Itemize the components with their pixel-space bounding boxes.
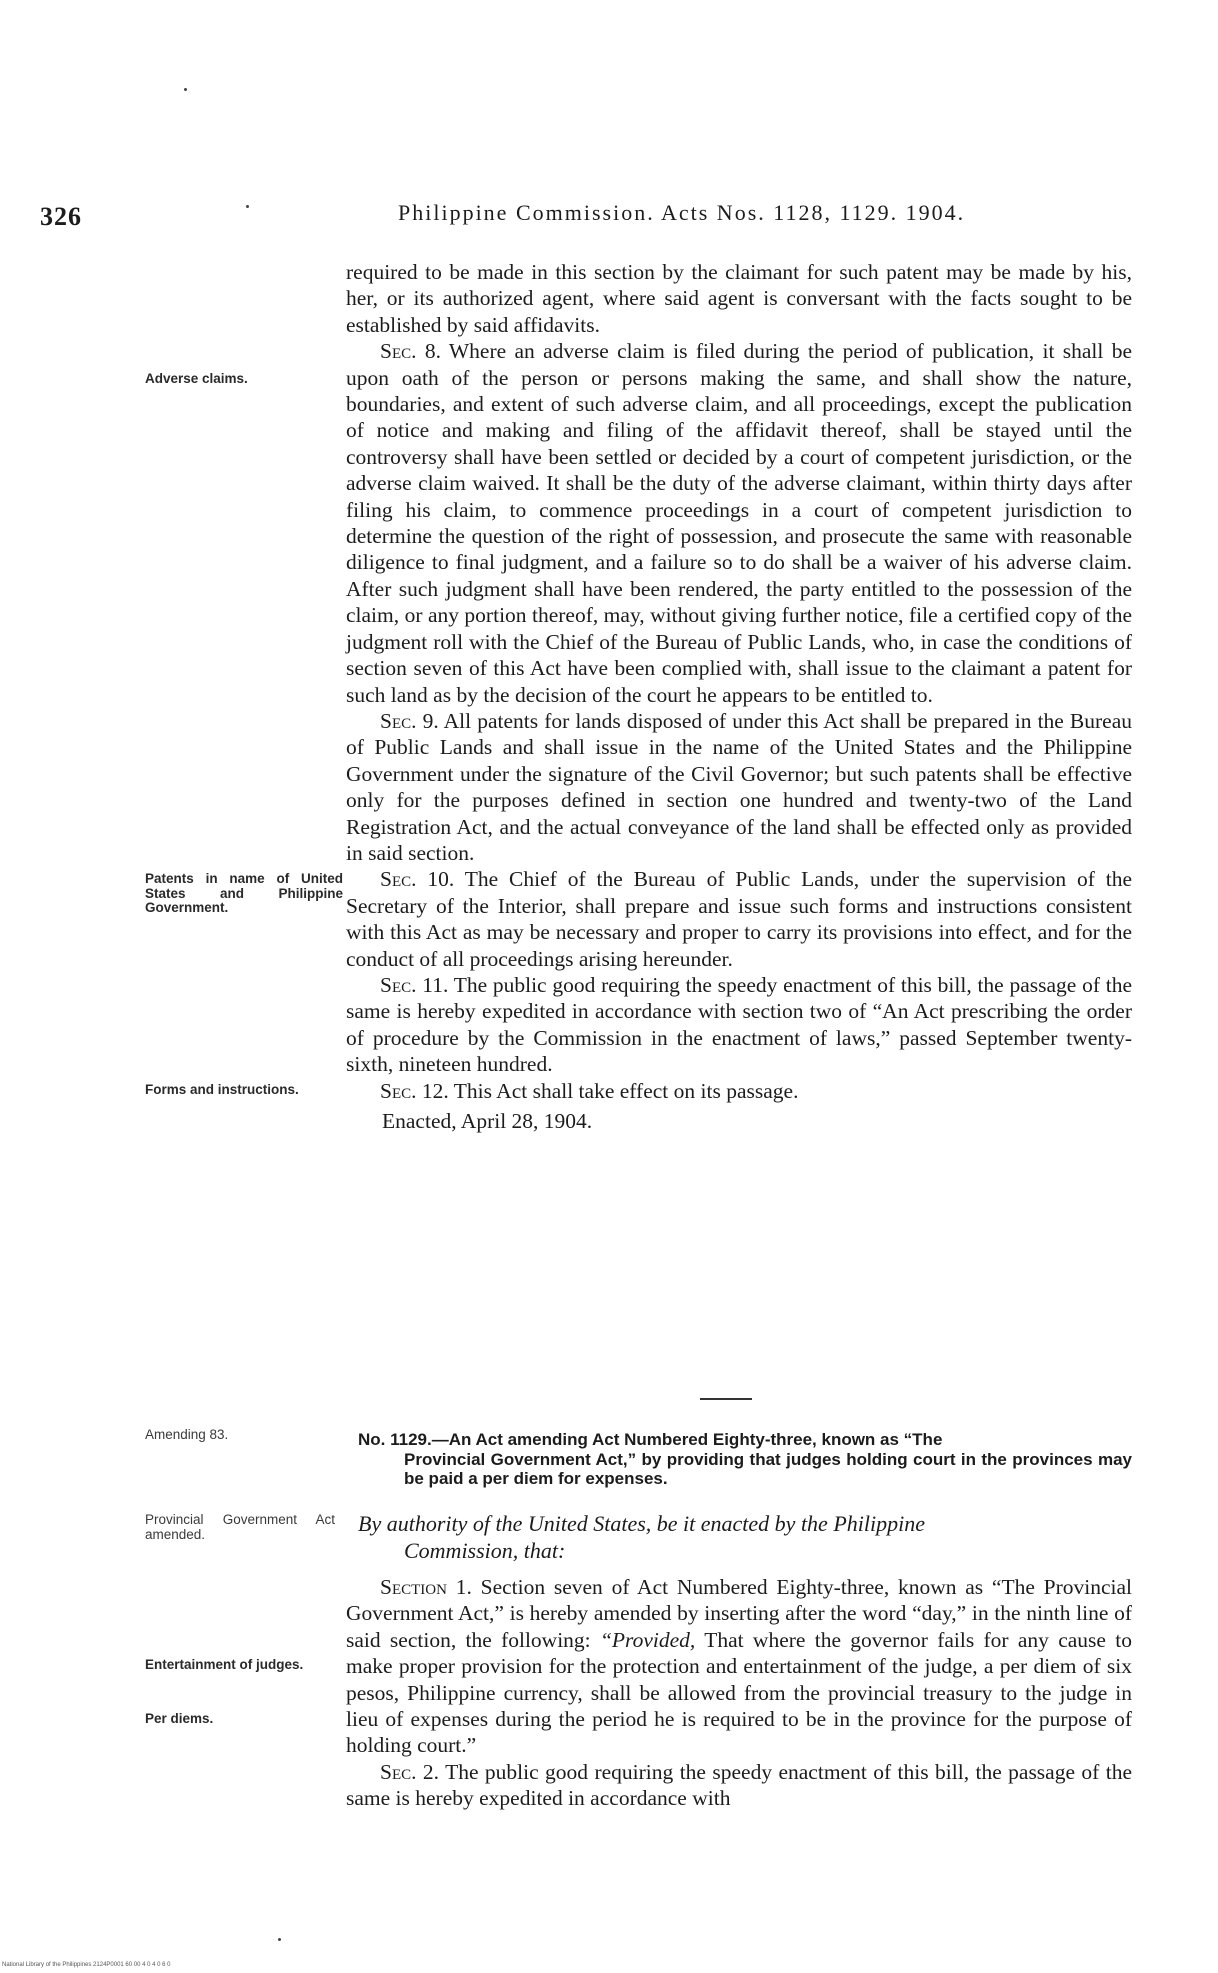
act-1129-title <box>358 1430 1132 1489</box>
section-text: The public good requiring the speedy enactment of this bill, the passage of the same is hereby expedited in accordance with <box>346 1759 1133 1811</box>
enacting-clause-lead: By authority of the United States, be it enacted by the Philippine <box>358 1511 925 1536</box>
act-title-rest: Provincial Government Act,” by providing that judges holding court in the provinces may be paid a per diem for expenses. <box>404 1449 1132 1488</box>
scan-speck <box>278 1938 281 1941</box>
section-12 <box>346 1078 1132 1104</box>
margin-note-forms: Forms and instructions. <box>145 1082 299 1097</box>
section-9 <box>346 708 1132 866</box>
section-10 <box>346 866 1132 972</box>
act-1129-section-1 <box>346 1574 1132 1759</box>
paragraph-continued: required to be made in this section by the claimant for such patent may be made by his, her, or its authorized agent, where said agent is conversant with the facts sought to be established by said affidavits. <box>346 260 1132 337</box>
section-text: This Act shall take effect on its passage. <box>453 1078 799 1103</box>
section-label: Sec. 10. <box>380 867 455 892</box>
section-text: The public good requiring the speedy enactment of this bill, the passage of the same is hereby expedited in accordance with section two of “An Act prescribing the order of procedure by the Commission in the enactment of laws,” passed September twenty-sixth, nineteen hundred. <box>346 972 1132 1077</box>
running-header: Philippine Commission. Acts Nos. 1128, 1129. 1904. <box>398 200 966 225</box>
enacted-date: Enacted, April 28, 1904. <box>382 1109 593 1133</box>
section-label: Sec. 2. <box>380 1759 440 1784</box>
margin-note-patents: Patents in name of United States and Philippine Government. <box>145 871 343 915</box>
provided-clause: “Provided, <box>599 1627 696 1652</box>
section-8 <box>346 338 1132 708</box>
section-text: All patents for lands disposed of under this Act shall be prepared in the Bureau of Public Lands and shall issue in the name of the United States and the Philippine Government under the signature of the Civil Governor; but such patents shall be effective only for the purposes defined in section one hundred and twenty-two of the Land Registration Act, and the actual conveyance of the land shall be effected only as provided in said section. <box>346 708 1133 865</box>
margin-note-provincial-act: Provincial Government Act amended. <box>145 1512 335 1542</box>
margin-note-adverse-claims: Adverse claims. <box>145 371 248 386</box>
enacting-clause <box>358 1510 1132 1564</box>
section-label: Sec. 11. <box>380 972 449 997</box>
scan-footer: National Library of the Philippines 2124P0001 60 00 4 0 4 0 6 0 <box>2 1962 171 1968</box>
section-label: Section 1. <box>380 1575 472 1599</box>
page-number: 326 <box>40 202 82 231</box>
margin-note-entertainment: Entertainment of judges. <box>145 1657 304 1672</box>
scan-speck <box>184 88 187 91</box>
section-11 <box>346 972 1132 1078</box>
section-text: Section seven of Act Numbered Eighty-three, known as “The Provincial Government Act,” is hereby amended by inserting after the word “day,” in the ninth line of said section, the following: <box>346 1575 1132 1652</box>
margin-note-per-diems: Per diems. <box>145 1711 214 1726</box>
section-text: That where the governor fails for any cause to make proper provision for the protection and entertainment of the judge, a per diem of six pesos, Philippine currency, shall be allowed from the provincial treasury to the judge in lieu of expenses during the period he is required to be in the province for the purpose of holding court.” <box>346 1627 1132 1758</box>
section-label: Sec. 8. <box>380 339 441 364</box>
section-label: Sec. 12. <box>380 1078 449 1103</box>
act-title-lead: No. 1129.—An Act amending Act Numbered Eighty-three, known as “The <box>358 1430 943 1449</box>
section-divider <box>700 1398 752 1400</box>
section-label: Sec. 9. <box>380 708 439 733</box>
margin-note-amending: Amending 83. <box>145 1427 229 1442</box>
enacting-clause-rest: Commission, that: <box>404 1538 566 1563</box>
body-text-top <box>346 259 1132 1134</box>
scan-speck <box>246 205 249 208</box>
section-text: Where an adverse claim is filed during the period of publication, it shall be upon oath of the person or persons making the same, and shall show the nature, boundaries, and extent of such adverse claim, and all proceedings, except the publication of notice and making and filing of the affidavit thereof, shall be stayed until the controversy shall have been settled or decided by a court of competent jurisdiction, or the adverse claim waived. It shall be the duty of the adverse claimant, within thirty days after filing his claim, to commence proceedings in a court of competent jurisdiction to determine the question of the right of possession, and prosecute the same with reasonable diligence to final judgment, and a failure so to do shall be a waiver of his adverse claim. After such judgment shall have been rendered, the party entitled to the possession of the claim, or any portion thereof, may, without giving further notice, file a certified copy of the judgment roll with the Chief of the Bureau of Public Lands, who, in case the conditions of section seven of this Act have been complied with, shall issue to the claimant a patent for such land as by the decision of the court he appears to be entitled to. <box>346 339 1132 707</box>
section-text: The Chief of the Bureau of Public Lands, under the supervision of the Secretary of the Interior, shall prepare and issue such forms and instructions consistent with this Act as may be necessary and proper to carry its provisions into effect, and for the conduct of all proceedings arising hereunder. <box>346 867 1132 971</box>
act-1129-section-2 <box>346 1759 1132 1812</box>
body-text-act-1129 <box>346 1574 1132 1812</box>
